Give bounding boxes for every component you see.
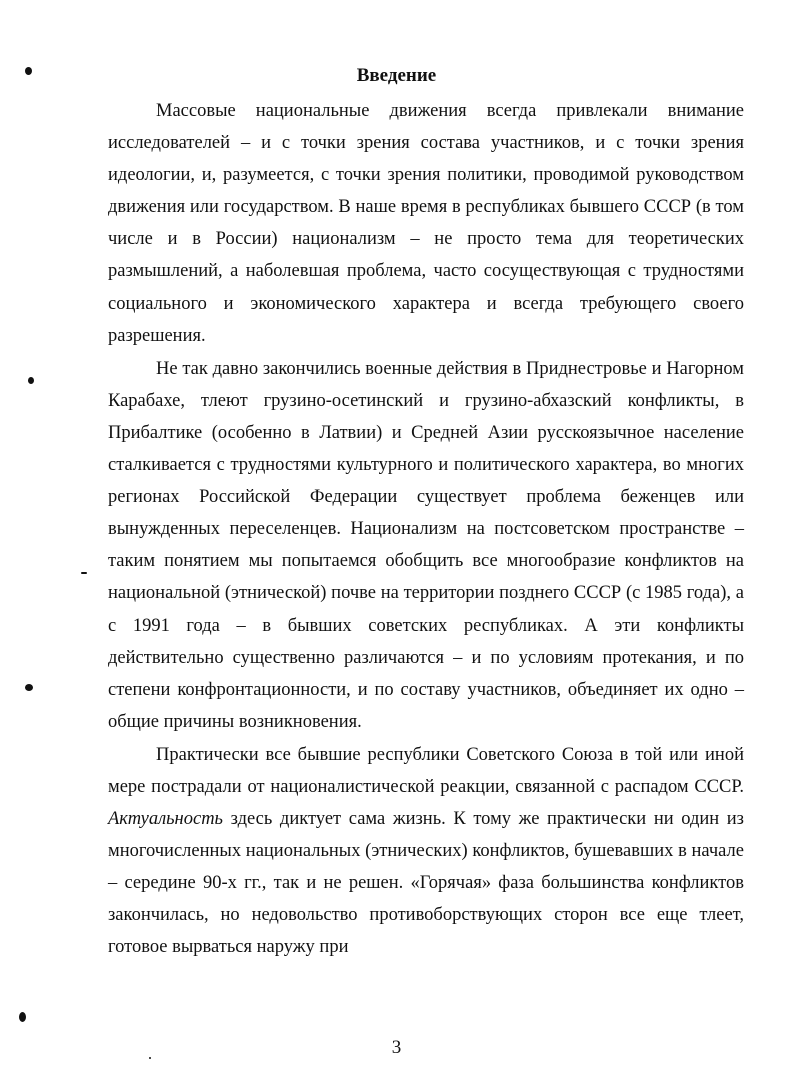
scan-speck-3 (81, 572, 87, 574)
paragraph-2: Не так давно закончились военные действия в Приднестровье и Нагорном Карабахе, тлеют грузино-осетинский и грузино-абхазский конфликты, в Прибалтике (особенно в Латвии) и Средней Азии русскоязычное население сталкивается с трудностями культурного и политического характера, во многих регионах Российской Федерации существует проблема беженцев или вынужденных переселенцев. Национализм на постсоветском пространстве – таким понятием мы попытаемся обобщить все многообразие конфликтов на национальной (этнической) почве на территории позднего СССР (с 1985 года), а с 1991 года – в бывших советских республиках. А эти конфликты действительно существенно различаются – и по условиям протекания, и по степени конфронтационности, и по составу участников, объединяет их одно – общие причины возникновения. (108, 358, 744, 732)
scan-speck-4 (25, 684, 33, 691)
page-title: Введение (356, 65, 437, 86)
scan-speck-1 (25, 67, 32, 75)
scan-speck-5 (19, 1012, 26, 1022)
paragraph-3-start: Практически все бывшие республики Советского Союза в той или иной мере пострадали от националистической реакции, связанной с распадом СССР. (108, 744, 744, 797)
body-text (108, 95, 744, 964)
page-number: 3 (391, 1037, 402, 1058)
paragraph-3-italic: Актуальность (108, 809, 223, 830)
scan-speck-2 (28, 377, 34, 384)
paragraph-3-end: здесь диктует сама жизнь. К тому же практически ни один из многочисленных национальных (этнических) конфликтов, бушевавших в начале – середине 90-х гг., так и не решен. «Горячая» фаза большинства конфликтов закончилась, но недовольство противоборствующих сторон все еще тлеет, готовое вырваться наружу при (108, 809, 744, 958)
paragraph-1: Массовые национальные движения всегда привлекали внимание исследователей – и с точки зрения состава участников, и с точки зрения идеологии, и, разумеется, с точки зрения политики, проводимой руководством движения или государством. В наше время в республиках бывшего СССР (в том числе и в России) национализм – не просто тема для теоретических размышлений, а наболевшая проблема, часто сосуществующая с трудностями социального и экономического характера и всегда требующего своего разрешения. (108, 101, 744, 346)
paragraph-3 (108, 739, 744, 964)
